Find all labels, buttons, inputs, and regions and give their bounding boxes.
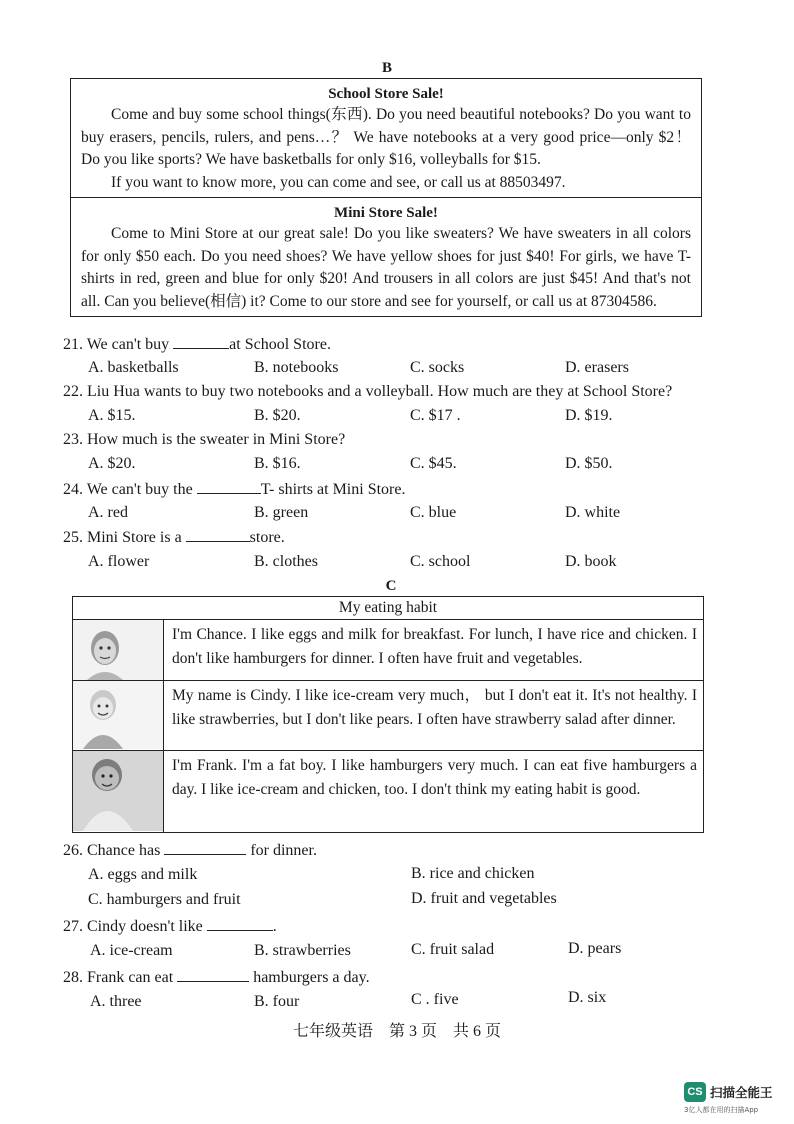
section-b-ad-box — [70, 78, 702, 317]
mini-store-ad — [71, 197, 701, 316]
question-22-option-d: D. $19. — [565, 407, 613, 424]
question-24-option-c: C. blue — [410, 504, 457, 521]
question-25-stem: 25. Mini Store is a — [63, 529, 186, 546]
eating-habit-table — [72, 596, 704, 833]
question-23-option-b: B. $16. — [254, 455, 301, 472]
question-24-option-b: B. green — [254, 504, 309, 521]
question-27-stem-end: . — [272, 918, 277, 935]
page-footer: 七年级英语 第 3 页 共 6 页 — [292, 1023, 501, 1040]
question-25-option-d: D. book — [565, 553, 617, 570]
question-27-option-d: D. pears — [568, 940, 622, 957]
question-28-option-d: D. six — [568, 989, 607, 1006]
question-25-option-c: C. school — [410, 553, 471, 570]
question-24-option-a: A. red — [88, 504, 128, 521]
question-22-option-c: C. $17 . — [410, 407, 461, 424]
answer-blank — [197, 479, 261, 494]
chance-photo — [73, 620, 163, 680]
question-22-option-b: B. $20. — [254, 407, 301, 424]
section-b-letter: B — [381, 60, 392, 76]
question-26-option-d: D. fruit and vegetables — [411, 890, 557, 907]
frank-photo — [73, 751, 163, 831]
cindy-photo — [73, 681, 163, 749]
question-23-option-a: A. $20. — [88, 455, 136, 472]
answer-blank — [164, 840, 246, 855]
question-26-option-b: B. rice and chicken — [411, 865, 535, 882]
question-22 — [63, 382, 672, 402]
question-25-option-a: A. flower — [88, 553, 150, 570]
answer-blank — [177, 967, 249, 982]
question-23-option-d: D. $50. — [565, 455, 613, 472]
answer-blank — [186, 527, 250, 542]
question-21-stem-end: at School Store. — [229, 336, 331, 353]
question-24-stem: 24. We can't buy the — [63, 481, 197, 498]
question-23 — [63, 430, 345, 450]
question-24 — [63, 479, 405, 500]
camscanner-logo-icon: CS — [684, 1082, 706, 1102]
eating-habit-table-title: My eating habit — [73, 597, 704, 620]
question-28-option-c: C . five — [411, 991, 459, 1008]
question-28-option-b: B. four — [254, 993, 300, 1010]
frank-photo-cell — [73, 751, 164, 833]
question-27-stem: 27. Cindy doesn't like — [63, 918, 207, 935]
question-26-option-a: A. eggs and milk — [88, 866, 198, 883]
scanner-watermark — [684, 1082, 788, 1118]
question-24-stem-end: T- shirts at Mini Store. — [260, 481, 406, 498]
question-22-stem: 22. Liu Hua wants to buy two notebooks and a volleyball. How much are they at School Store? — [63, 383, 673, 400]
question-26-option-c: C. hamburgers and fruit — [88, 891, 241, 908]
mini-store-ad-paragraph: Come to Mini Store at our great sale! Do you like sweaters? We have sweaters in all colors for only $50 each. Do you need shoes? We have yellow shoes for just $40! For girls, we have T- shirts in red, green and blue for only $20! And trousers in all colors are just $45! And that's not all. Can you believe(相信) it? Come to our store and see for yourself, or call us at 87304586. — [81, 225, 691, 310]
question-28-stem-end: hamburgers a day. — [249, 969, 370, 986]
question-21 — [63, 334, 331, 355]
chance-photo-cell — [73, 620, 164, 681]
answer-blank — [173, 334, 229, 349]
school-store-ad-paragraph-1: Come and buy some school things(东西). Do you need beautiful notebooks? Do you want to buy erasers, pencils, rulers, and pens…？ We have notebooks at a very good price—only $2！ Do you like sports? We have basketballs for only $16, volleyballs for $15. — [81, 106, 691, 168]
question-27-option-a: A. ice-cream — [90, 942, 173, 959]
question-23-stem: 23. How much is the sweater in Mini Store? — [63, 431, 346, 448]
scanner-app-name: 扫描全能王 — [710, 1085, 773, 1100]
question-28-option-a: A. three — [90, 993, 142, 1010]
scanner-app-tagline: 3亿人都在用的扫描App — [684, 1106, 759, 1114]
school-store-ad — [71, 79, 701, 197]
mini-store-ad-title: Mini Store Sale! — [334, 205, 438, 221]
question-26-stem-end: for dinner. — [246, 842, 317, 859]
question-25 — [63, 527, 285, 548]
question-27-option-b: B. strawberries — [254, 942, 351, 959]
question-21-option-b: B. notebooks — [254, 359, 339, 376]
frank-text: I'm Frank. I'm a fat boy. I like hamburgers very much. I can eat five hamburgers a day. I like ice-cream and chicken, too. I don't think my eating habit is good. — [164, 751, 704, 833]
question-23-option-c: C. $45. — [410, 455, 457, 472]
cindy-photo-cell — [73, 681, 164, 751]
question-21-stem: 21. We can't buy — [63, 336, 174, 353]
question-28-stem: 28. Frank can eat — [63, 969, 178, 986]
school-store-ad-paragraph-2: If you want to know more, you can come and see, or call us at 88503497. — [111, 173, 566, 191]
question-21-option-c: C. socks — [410, 359, 465, 376]
question-25-option-b: B. clothes — [254, 553, 318, 570]
section-c-letter: C — [385, 578, 397, 594]
question-25-stem-end: store. — [249, 529, 285, 546]
cindy-text: My name is Cindy. I like ice-cream very much， but I don't eat it. It's not healthy. I like strawberries, but I don't like pears. I often have strawberry salad after dinner. — [164, 681, 704, 751]
school-store-ad-title: School Store Sale! — [328, 86, 444, 102]
question-28 — [63, 967, 370, 988]
question-27 — [63, 916, 277, 937]
answer-blank — [207, 916, 273, 931]
question-27-option-c: C. fruit salad — [411, 941, 495, 958]
question-21-option-d: D. erasers — [565, 359, 629, 376]
chance-text: I'm Chance. I like eggs and milk for breakfast. For lunch, I have rice and chicken. I don't like hamburgers for dinner. I often have fruit and vegetables. — [164, 620, 704, 681]
question-21-option-a: A. basketballs — [88, 359, 179, 376]
question-22-option-a: A. $15. — [88, 407, 136, 424]
question-26-stem: 26. Chance has — [63, 842, 165, 859]
question-24-option-d: D. white — [565, 504, 621, 521]
question-26 — [63, 840, 317, 861]
